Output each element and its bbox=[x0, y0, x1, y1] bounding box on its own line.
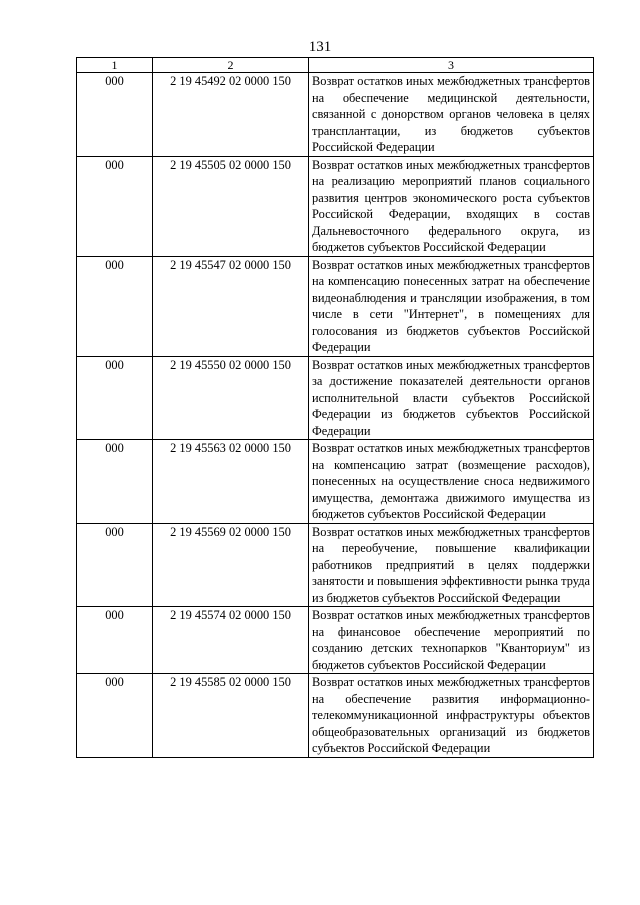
column-header-1: 1 bbox=[77, 58, 153, 73]
budget-code-cell: 2 19 45569 02 0000 150 bbox=[153, 523, 309, 607]
page-number: 131 bbox=[308, 39, 332, 55]
column-header-2: 2 bbox=[153, 58, 309, 73]
income-name-cell: Возврат остатков иных межбюджетных трансфертов на компенсацию понесенных затрат на обеспечение видеонаблюдения и трансляции изображения, в том числе в сети "Интернет", в помещениях для голосования из бюджетов субъектов Российской Федерации bbox=[309, 256, 594, 356]
table-row bbox=[77, 440, 594, 524]
income-name-cell: Возврат остатков иных межбюджетных трансфертов на реализацию мероприятий планов социального развития центров экономического роста субъектов Российской Федерации, входящих в состав Дальневосточного федерального округа, из бюджетов субъектов Российской Федерации bbox=[309, 156, 594, 256]
income-name-cell: Возврат остатков иных межбюджетных трансфертов на обеспечение развития информационно-телекоммуникационной инфраструктуры объектов общеобразовательных организаций из бюджетов субъектов Российской Федерации bbox=[309, 674, 594, 758]
admin-code-cell: 000 bbox=[77, 356, 153, 440]
admin-code-cell: 000 bbox=[77, 73, 153, 157]
income-name-cell: Возврат остатков иных межбюджетных трансфертов на переобучение, повышение квалификации работников предприятий в целях поддержки занятости и повышения эффективности рынка труда из бюджетов субъектов Российской Федерации bbox=[309, 523, 594, 607]
table-row bbox=[77, 73, 594, 157]
budget-code-cell: 2 19 45550 02 0000 150 bbox=[153, 356, 309, 440]
table-row bbox=[77, 156, 594, 256]
admin-code-cell: 000 bbox=[77, 523, 153, 607]
budget-code-cell: 2 19 45492 02 0000 150 bbox=[153, 73, 309, 157]
admin-code-cell: 000 bbox=[77, 156, 153, 256]
admin-code-cell: 000 bbox=[77, 674, 153, 758]
table-row bbox=[77, 256, 594, 356]
budget-code-cell: 2 19 45505 02 0000 150 bbox=[153, 156, 309, 256]
table-row bbox=[77, 523, 594, 607]
table-row bbox=[77, 674, 594, 758]
table-row bbox=[77, 356, 594, 440]
budget-code-cell: 2 19 45574 02 0000 150 bbox=[153, 607, 309, 674]
budget-code-cell: 2 19 45585 02 0000 150 bbox=[153, 674, 309, 758]
budget-code-cell: 2 19 45547 02 0000 150 bbox=[153, 256, 309, 356]
income-name-cell: Возврат остатков иных межбюджетных трансфертов на финансовое обеспечение мероприятий по созданию детских технопарков "Кванториум" из бюджетов субъектов Российской Федерации bbox=[309, 607, 594, 674]
table-header-row bbox=[77, 58, 594, 73]
admin-code-cell: 000 bbox=[77, 440, 153, 524]
income-name-cell: Возврат остатков иных межбюджетных трансфертов за достижение показателей деятельности органов исполнительной власти субъектов Российской Федерации из бюджетов субъектов Российской Федерации bbox=[309, 356, 594, 440]
budget-classification-table bbox=[76, 57, 594, 758]
table-row bbox=[77, 607, 594, 674]
income-name-cell: Возврат остатков иных межбюджетных трансфертов на обеспечение медицинской деятельности, связанной с донорством органов человека в целях трансплантации, из бюджетов субъектов Российской Федерации bbox=[309, 73, 594, 157]
income-name-cell: Возврат остатков иных межбюджетных трансфертов на компенсацию затрат (возмещение расходов), понесенных на осуществление сноса недвижимого имущества, демонтажа движимого имущества из бюджетов субъектов Российской Федерации bbox=[309, 440, 594, 524]
admin-code-cell: 000 bbox=[77, 607, 153, 674]
column-header-3: 3 bbox=[309, 58, 594, 73]
budget-code-cell: 2 19 45563 02 0000 150 bbox=[153, 440, 309, 524]
admin-code-cell: 000 bbox=[77, 256, 153, 356]
